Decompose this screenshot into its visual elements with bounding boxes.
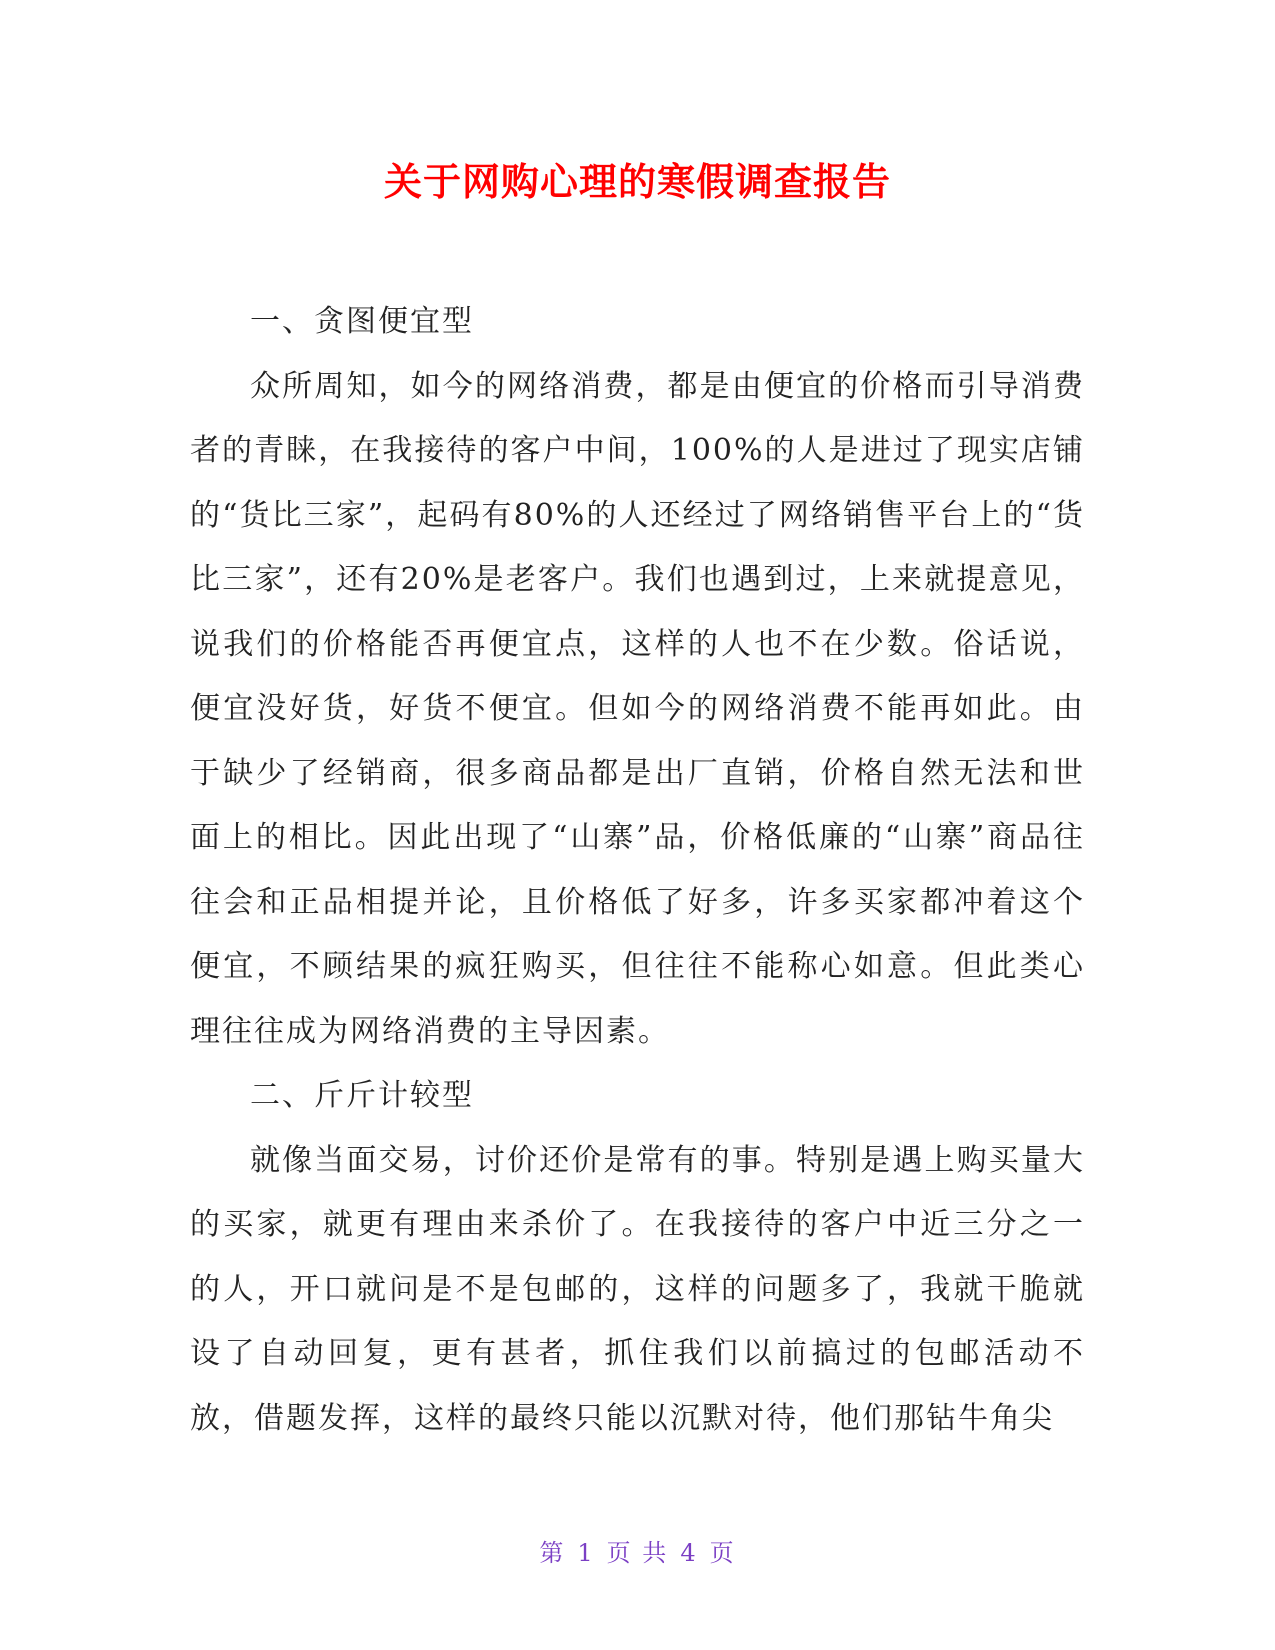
- footer-suffix: 页: [709, 1539, 736, 1567]
- body-paragraph-2: 就像当面交易，讨价还价是常有的事。特别是遇上购买量大的买家，就更有理由来杀价了。在我接待的客户中近三分之一的人，开口就问是不是包邮的，这样的问题多了，我就干脆就设了自动回复，更有甚者，抓住我们以前搞过的包邮活动不放，借题发挥，这样的最终只能以沉默对待，他们那钻牛角尖: [190, 1142, 1085, 1436]
- document-title: 关于网购心理的寒假调查报告: [383, 160, 891, 204]
- footer-mid: 页 共: [606, 1539, 669, 1567]
- page-footer: [0, 1533, 1275, 1568]
- footer-total-pages: 4: [680, 1539, 698, 1567]
- document-body: [190, 290, 1085, 1451]
- footer-prefix: 第: [539, 1539, 566, 1567]
- section-heading-2: 二、斤斤计较型: [250, 1078, 474, 1113]
- body-paragraph-1: 众所周知，如今的网络消费，都是由便宜的价格而引导消费者的青睐，在我接待的客户中间，100%的人是进过了现实店铺的“货比三家”，起码有80%的人还经过了网络销售平台上的“货比三家”，还有20%是老客户。我们也遇到过，上来就提意见，说我们的价格能否再便宜点，这样的人也不在少数。俗话说，便宜没好货，好货不便宜。但如今的网络消费不能再如此。由于缺少了经销商，很多商品都是出厂直销，价格自然无法和世面上的相比。因此出现了“山寨”品，价格低廉的“山寨”商品往往会和正品相提并论，且价格低了好多，许多买家都冲着这个便宜，不顾结果的疯狂购买，但往往不能称心如意。但此类心理往往成为网络消费的主导因素。: [190, 368, 1085, 1049]
- section-heading-1: 一、贪图便宜型: [250, 304, 474, 339]
- footer-current-page: 1: [577, 1539, 595, 1567]
